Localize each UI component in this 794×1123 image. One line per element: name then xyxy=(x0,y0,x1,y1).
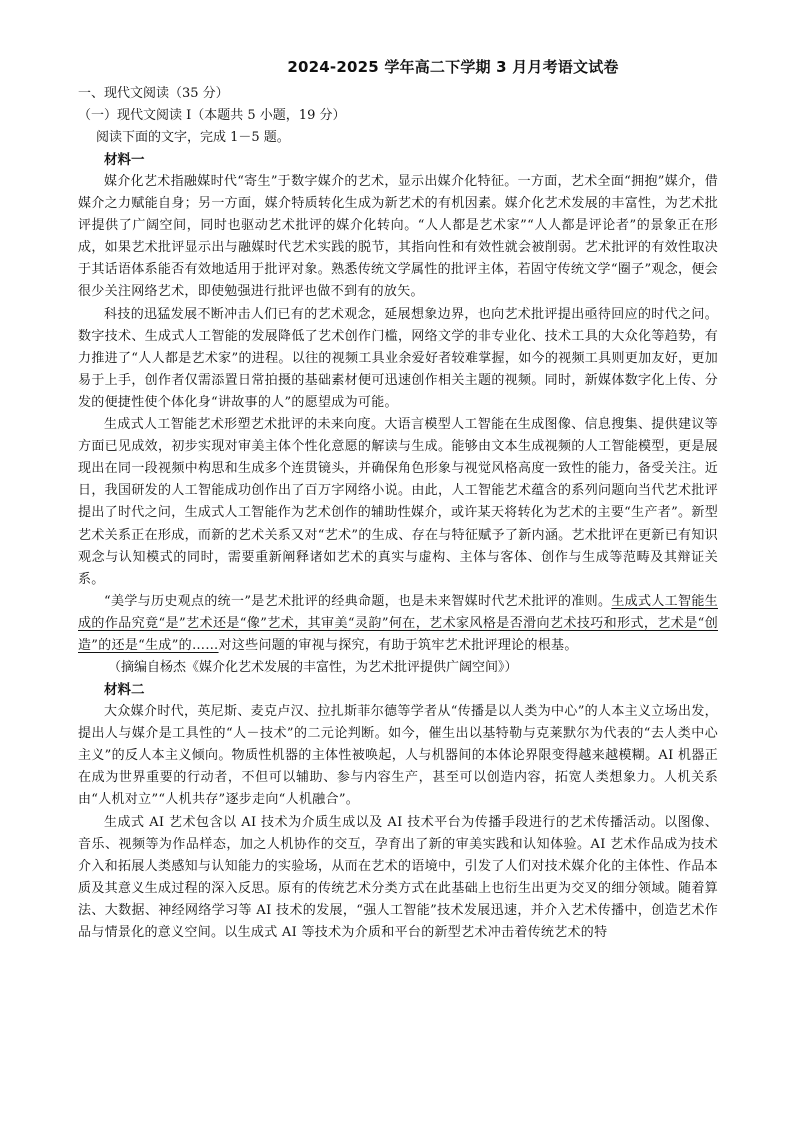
underlined-question-passage: 生成式人工智能生成的作品究竟“是”艺术还是“像”艺术，其审美“灵韵”何在，艺术家风格是否滑向艺术技巧和形式，艺术是“创造”的还是“生成”的…… xyxy=(78,593,718,653)
section-heading: 一、现代文阅读（35 分） xyxy=(78,86,229,101)
material-2-heading: 材料二 xyxy=(104,682,145,699)
exam-page xyxy=(78,56,718,944)
material-1-paragraph-2: 科技的迅猛发展不断冲击人们已有的艺术观念，延展想象边界，也向艺术批评提出亟待回应的时代之问。数字技术、生成式人工智能的发展降低了艺术创作门槛，网络文学的非专业化、技术工具的大众化等趋势，有力推进了“人人都是艺术家”的进程。以往的视频工具业余爱好者较难掌握，如今的视频工具则更加友好，更加易于上手，创作者仅需添置日常拍摄的基础素材便可迅速创作相关主题的视频。同时，新媒体数字化上传、分发的便捷性使个体化身“讲故事的人”的愿望成为可能。 xyxy=(78,306,718,410)
material-1-paragraph-4 xyxy=(78,591,718,657)
material-1-paragraph-1: 媒介化艺术指融媒时代“寄生”于数字媒介的艺术，显示出媒介化特征。一方面，艺术全面“拥抱”媒介，借媒介之力赋能自身；另一方面，媒介特质转化生成为新艺术的有机因素。媒介化艺术发展的丰富性，为艺术批评提供了广阔空间，同时也驱动艺术批评的媒介化转向。“人人都是艺术家”“人人都是评论者”的景象正在形成，如果艺术批评显示出与融媒时代艺术实践的脱节，其指向性和有效性就会被削弱。艺术批评的有效性取决于其话语体系能否有效地适用于批评对象。熟悉传统文学属性的批评主体，若固守传统文学“圈子”观念，便会很少关注网络艺术，即使勉强进行批评也做不到有的放矢。 xyxy=(78,174,718,300)
material-2-paragraph-2: 生成式 AI 艺术包含以 AI 技术为介质生成以及 AI 技术平台为传播手段进行的艺术传播活动。以图像、音乐、视频等为作品样态，加之人机协作的交互，孕育出了新的审美实践和认知体验。AI 艺术作品成为技术介入和拓展人类感知与认知能力的实验场，从而在艺术的语境中，引发了人们对技术媒介化的主体性、作品本质及其意义生成过程的深入反思。原有的传统艺术分类方式在此基础上也衍生出更为交叉的细分领域。随着算法、大数据、神经网络学习等 AI 技术的发展，“强人工智能”技术发展迅速，并介入艺术传播中，创造艺术作品与情景化的意义空间。以生成式 AI 等技术为介质和平台的新型艺术冲击着传统艺术的特 xyxy=(78,814,718,940)
subsection-heading: （一）现代文阅读 I（本题共 5 小题，19 分） xyxy=(78,108,346,123)
paragraph-4-text-end: 对这些问题的审视与探究，有助于筑牢艺术批评理论的根基。 xyxy=(218,637,578,653)
paragraph-4-text-start: “美学与历史观点的统一”是艺术批评的经典命题，也是未来智媒时代艺术批评的准则。 xyxy=(104,593,612,609)
exam-title: 2024-2025 学年高二下学期 3 月月考语文试卷 xyxy=(287,58,619,76)
material-2-paragraph-1: 大众媒介时代，英尼斯、麦克卢汉、拉扎斯菲尔德等学者从“传播是以人类为中心”的人本主义立场出发，提出人与媒介是工具性的“人－技术”的二元论判断。如今，催生出以基特勒与克莱默尔为代表的“去人类中心主义”的反人本主义倾向。物质性机器的主体性被唤起，人与机器间的本体论界限变得越来越模糊。AI 机器正在成为世界重要的行动者，不但可以辅助、参与内容生产，甚至可以创造内容，拓宽人类想象力。人机关系由“人机对立”“人机共存”逐步走向“人机融合”。 xyxy=(78,704,718,808)
material-1-heading: 材料一 xyxy=(104,152,145,168)
material-1-paragraph-3: 生成式人工智能艺术形塑艺术批评的未来向度。大语言模型人工智能在生成图像、信息搜集、提供建议等方面已见成效，初步实现对审美主体个性化意愿的解读与生成。能够由文本生成视频的人工智能模型，更是展现出在同一段视频中构思和生成多个连贯镜头，并确保角色形象与视觉风格高度一致性的能力，备受关注。近日，我国研发的人工智能成功创作出了百万字网络小说。由此，人工智能艺术蕴含的系列问题向当代艺术批评提出了时代之问，生成式人工智能作为艺术创作的辅助性媒介，或许某天将转化为艺术的主要“生产者”。新型艺术关系正在形成，而新的艺术关系又对“艺术”的生成、存在与特征赋予了新内涵。艺术批评在更新已有知识观念与认知模式的同时，需要重新阐释诸如艺术的真实与虚构、主体与客体、创作与生成等范畴及其辩证关系。 xyxy=(78,417,718,587)
material-1-source: （摘编自杨杰《媒介化艺术发展的丰富性，为艺术批评提供广阔空间》） xyxy=(108,660,518,676)
reading-instruction: 阅读下面的文字，完成 1－5 题。 xyxy=(96,130,290,145)
